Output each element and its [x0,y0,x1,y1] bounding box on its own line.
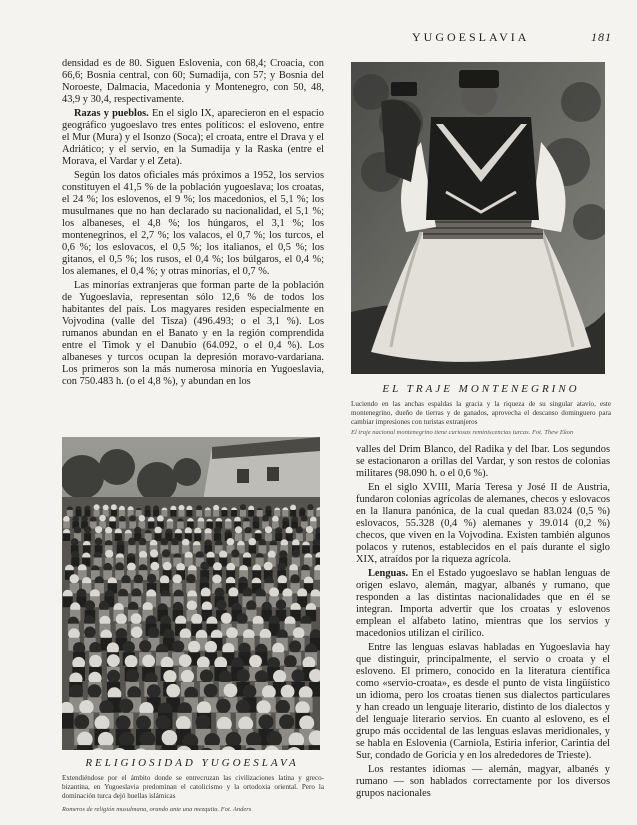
crowd-figure [89,655,102,668]
crowd-figure [235,526,242,533]
crowd-figure [127,563,136,572]
crowd-figure-body [231,510,237,517]
religious-photo-caption: Extendiéndose por el ámbito donde se entrecruzan las civilizaciones latina y greco-bizantina, en Yugoeslavia predominan el catolicismo y la ortodoxia oriental. Pero la dominación turca dejó huellas islámicas [62,774,324,800]
crowd-figure [163,562,172,571]
crowd-figure [125,655,138,668]
crowd-figure [243,685,257,699]
crowd-figure-body [240,510,246,517]
crowd-figure [140,732,156,748]
crowd-figure [128,538,136,546]
crowd-figure [256,700,270,714]
crowd-figure [262,685,276,699]
crowd-figure [255,670,268,683]
crowd-figure [99,601,109,611]
crowd-figure [219,671,232,684]
paragraph-text: En el Estado yugoeslavo se hablan lenguas de origen eslavo, alemán, magyar, albanés y rumano, que responden a las distintas nacionalidades que en él se integran. Importa advertir que los croatas y eslovenos emplean el alfabeto latino, mientras que los servios y macedonios utilizan el cirílico. [356,568,610,639]
crowd-figure-body [235,533,242,541]
crowd-figure [84,627,96,639]
crowd-figure-body [306,533,313,541]
crowd-figure-body [67,510,73,517]
crowd-figure [129,515,136,522]
crowd-figure [306,526,313,533]
crowd-figure [85,600,95,610]
crowd-figure [262,515,269,522]
crowd-figure [201,588,211,598]
crowd-figure [268,551,276,559]
crowd-figure [242,587,252,597]
page-number: 181 [591,30,612,44]
crowd-figure-body [84,533,91,541]
crowd-figure [200,670,213,683]
crowd-figure-body [307,510,313,517]
crowd-figure [245,527,252,534]
crowd-figure [81,516,88,523]
paragraph: Las minorías extranjeras que forman parte de la población de Yugoeslavia, representan sólo 12,6 % de todos los habitantes del país. Los magyares residen especialmente en Vojvodina (valle del Tisza) (496.493; o el 3,1 %). Los rumanos abundan en el Banato y en la región comprendida entre el Timok y el Danubio (64.092, o el 0,4 %). Los albaneses y turcos ocupan la depresión moravo-vardariana. Los primeros son la más numerosa minoría en Yugoeslavia, con 750.483 h. (o el 4,8 %), y abundan en los [62,280,324,387]
right-text-column [356,444,610,802]
crowd-figure-body [248,510,254,517]
crowd-figure-body [71,558,79,567]
crowd-figure [134,527,141,534]
crowd-figure-body [155,533,162,541]
running-head [412,30,612,45]
crowd-figure [136,716,151,731]
crowd-figure [121,575,130,584]
crowd-figure-body [105,533,112,541]
crowd-figure [264,562,273,571]
crowd-figure [176,716,191,731]
crowd-figure [161,538,169,546]
crowd-figure-body [316,510,320,517]
crowd-figure-body [225,521,232,528]
montenegrin-photo-caption: Luciendo en las anchas espaldas la gracia y la riqueza de su singular atavío, este montenegrino, dueño de tierras y de ganados, aprovecha el descanso dominguero para cambiar impresiones con turistas extranjeros [351,400,611,426]
crowd-figure [216,600,226,610]
montenegrin-photo-credit: El traje nacional montenegrino tiene curiosas reminiscencias turcas. Fot. Thew Ekon [351,429,574,436]
crowd-figure-body [179,510,185,517]
crowd-figure [157,515,164,522]
crowd-figure-body [94,510,100,517]
crowd-figure [204,684,218,698]
crowd-figure-body [83,545,91,553]
crowd-figure [191,614,202,625]
crowd-figure-body [253,521,260,528]
paragraph-text: En el siglo IX, aparecieron en el espacio geográfico yugoeslavo tres entes políticos: el esloveno, entre el Mur (Mura) y el Isonzo (Soca); el croata, entre el Drava y el Adriático; y el servio, en la Sumadija y la Raska (entre el Morava, el Vardar y el Zeta). [62,108,324,167]
crowd-figure [134,574,143,583]
crowd-figure-body [221,510,227,517]
crowd-figure [293,627,305,639]
paragraph: En el siglo XVIII, María Teresa y José II de Austria, fundaron colonias agrícolas de alemanes, checos y eslovacos en la llanura panónica, de la cual quedan 83.024 (0,5 %) eslovacos, 55.328 (0,4 %) alemanes y 39.014 (0,2 %) checos, que viven en la Vojvodina. Existen también algunos polacos y rutenos, establecidos en el país durante el siglo XIX, atraídos por la riqueza agrícola. [356,482,610,565]
crowd-figure [240,504,246,510]
crowd-figure [237,669,250,682]
crowd-figure [219,551,227,559]
crowd-figure [103,505,109,511]
crowd-figure [228,587,238,597]
crowd-figure [115,562,124,571]
crowd-figure [74,526,81,533]
crowd-figure [162,730,178,746]
crowd-figure [155,527,162,534]
crowd-figure [99,515,106,522]
crowd-figure [88,684,102,698]
paragraph: Los restantes idiomas — alemán, magyar, albanés y rumano — son hablados correctamente por los diversos grupos nacionales [356,764,610,799]
crowd-figure [224,684,238,698]
crowd-figure [179,654,192,667]
crowd-figure [301,515,308,522]
crowd-figure [187,600,197,610]
crowd-figure [292,669,305,682]
crowd-figure [84,526,91,533]
crowd-figure [205,641,217,653]
crowd-figure [281,685,295,699]
crowd-figure-body [167,521,174,528]
crowd-figure-body [119,521,126,528]
crowd-figure [126,669,139,682]
crowd-figure [94,504,100,510]
crowd-figure [172,641,184,653]
crowd-figure-body [286,533,293,541]
crowd-figure [111,504,117,510]
crowd-figure [276,700,290,714]
crowd-figure [273,670,286,683]
crowd-figure [173,574,182,583]
crowd-figure-body [198,521,205,528]
crowd-figure [266,731,282,747]
crowd-figure [70,574,79,583]
crowd-figure [186,574,195,583]
crowd-figure [290,505,296,511]
crowd-figure [142,655,155,668]
crowd-figure [131,613,142,624]
crowd-figure [123,641,135,653]
crowd-figure [181,670,194,683]
religious-photo-credit: Romeros de religión musulmana, orando ante una mezquita. Fot. Anders [62,806,252,813]
crowd-figure [236,700,250,714]
crowd-figure [95,716,110,731]
crowd-figure-body [314,570,320,580]
crowd-figure-body [148,521,155,528]
crowd-figure [289,640,301,652]
crowd-figure [95,526,102,533]
crowd-figure [107,654,120,667]
left-text-column [62,58,324,390]
crowd-figure-body [76,510,82,517]
crowd-figure-body [206,521,213,528]
crowd-figure-body [170,510,176,517]
crowd-figure [265,526,272,533]
crowd-figure-body [214,533,221,541]
crowd-figure [150,549,158,557]
crowd-figure [296,526,303,533]
crowd-figure [226,627,238,639]
crowd-figure [221,613,232,624]
crowd-figure [107,670,120,683]
crowd-figure [105,527,112,534]
crowd-figure [162,549,170,557]
crowd-figure [200,562,209,571]
crowd-figure-body [302,545,310,553]
crowd-figure [74,714,89,729]
religious-crowd-photo [62,437,320,750]
crowd-figure [156,715,171,730]
crowd-figure-body [63,521,70,528]
crowd-figure [307,504,313,510]
crowd-figure [95,538,103,546]
running-title: YUGOESLAVIA [412,30,530,44]
crowd-figure-body [94,558,102,567]
crowd-figure [279,550,287,558]
crowd-figure-body [290,510,296,517]
crowd-figure [171,538,179,546]
crowd-figure-body [119,510,125,517]
montenegrin-costume-image [351,62,605,374]
paragraph [356,568,610,640]
crowd-figure [131,627,143,639]
crowd-figure [237,613,248,624]
crowd-figure [150,562,159,571]
crowd-figure [71,538,79,546]
crowd-figure [116,715,131,730]
montenegrin-costume-photo [351,62,605,374]
crowd-figure-body [85,510,91,517]
crowd-figure [139,640,151,652]
crowd-figure-body [205,510,211,517]
crowd-figure-body [117,545,125,553]
paragraph [62,108,324,168]
crowd-figure-body [128,545,136,553]
crowd-figure-body [62,713,74,729]
crowd-figure-body [129,521,136,528]
crowd-figure [105,550,113,558]
crowd-figure [147,574,156,583]
crowd-figure [119,732,135,748]
crowd-figure [147,684,161,698]
crowd-figure-body [259,545,267,553]
crowd-figure [216,699,230,713]
crowd-figure [292,549,300,557]
crowd-figure [166,684,180,698]
crowd-figure [196,715,211,730]
crowd-figure-body [274,510,280,517]
crowd-figure-body [161,510,167,517]
crowd-figure-body [257,510,263,517]
crowd-figure-body [249,545,257,553]
paragraph: Entre las lenguas eslavas habladas en Yugoeslavia hay que distinguir, principalmente, el servio o croata y el esloveno. El primero, conocido en la literatura científica como «servio-croata», es desde el punto de vista lingüístico un idioma, pero los croatas tienen sus dialectos particulares y han creado un lenguaje literario, distinto de los dialectos y del lenguaje literario servios. En cuanto al esloveno, es el grupo más occidental de las lenguas eslavas meridionales, y se habla en Eslovenia (Carniola, Estiria inferior, Carintia del Sur, condado de Goricia y en los alrededores de Trieste). [356,642,610,761]
crowd-figure [215,588,225,598]
paragraph: Según los datos oficiales más próximos a 1952, los servios constituyen el 41,5 % de la población yugoeslava; los croatas, el 24 %; los eslovenos, el 9 %; los macedonios, el 5,1 %; los musulmanes que no han declarado su nacionalidad, el 5,1 %; los albaneses, el 4,8 %; los húngaros, el 3,1 %; los montenegrinos, el 2,7 %; los valacos, el 0,7 %; los turcos, el 0,6 %; los eslovacos, el 0,5 %; los italianos, el 0,5 %; los gitanos, el 0,5 %; los rusos, el 0,4 %; los búlgaros, el 0,4 %; los alemanes, el 0,4 %; y otras minorías, el 0,7 %. [62,170,324,277]
crowd-figure-body [194,533,201,541]
crowd-figure-body [90,521,97,528]
crowd-figure [99,700,113,714]
crowd-figure [163,670,176,683]
montenegrin-photo-title: EL TRAJE MONTENEGRINO [382,383,580,395]
crowd-figure [249,655,262,668]
crowd-figure [227,538,235,546]
crowd-figure [277,562,286,571]
crowd-figure-body [282,510,288,517]
section-heading: Razas y pueblos. [74,108,149,119]
crowd-figure [212,574,221,583]
crowd-figure [148,627,160,639]
crowd-figure [116,614,127,625]
paragraph: valles del Drim Blanco, del Radika y del Ibar. Los segundos se estacionaron a orillas del Vardar, y son restos de colonias militares (98.090 h. o el 0,6 %). [356,444,610,479]
crowd-figure [259,714,274,729]
crowd-figure [279,714,294,729]
crowd-figure [269,587,279,597]
religious-photo-title: RELIGIOSIDAD YUGOESLAVA [85,757,299,769]
crowd-figure [278,575,287,584]
crowd-figure-body [177,521,184,528]
crowd-figure [214,527,221,534]
crowd-figure-body [111,510,117,517]
crowd-figure [188,641,200,653]
paragraph: densidad es de 80. Siguen Eslovenia, con 68,4; Croacia, con 66,6; Bosnia central, con 60; Sumadija, con 57; y Bosnia del Noroeste, Dalmacia, Macedonia y Montenegro, con 50, 48, 43,9 y 30,4, respectivamente. [62,58,324,105]
crowd-figure [231,549,239,557]
crowd-figure [213,562,222,571]
section-heading: Lenguas. [368,568,409,579]
crowd-figure [69,684,83,698]
religious-crowd-image [62,437,320,750]
crowd-figure [139,538,147,546]
crowd-figure [286,527,293,534]
crowd-figure-body [265,533,272,541]
crowd-figure [299,716,314,731]
crowd-figure [77,732,93,748]
crowd-figure-body [213,510,219,517]
crowd-figure-body [115,533,122,541]
crowd-figure [246,600,256,610]
crowd-figure-body [153,510,159,517]
crowd-figure [290,574,299,583]
crowd-figure [276,600,286,610]
crowd-figure-body [171,545,179,553]
crowd-figure [284,655,297,668]
crowd-figure-body [145,510,151,517]
crowd-figure-body [275,533,282,541]
crowd-figure-body [196,510,202,517]
crowd-figure [79,700,93,714]
crowd-figure [119,699,133,713]
crowd-figure [249,538,257,546]
crowd-figure-body [186,510,192,517]
crowd-figure-body [63,533,70,541]
crowd-figure [139,515,146,522]
